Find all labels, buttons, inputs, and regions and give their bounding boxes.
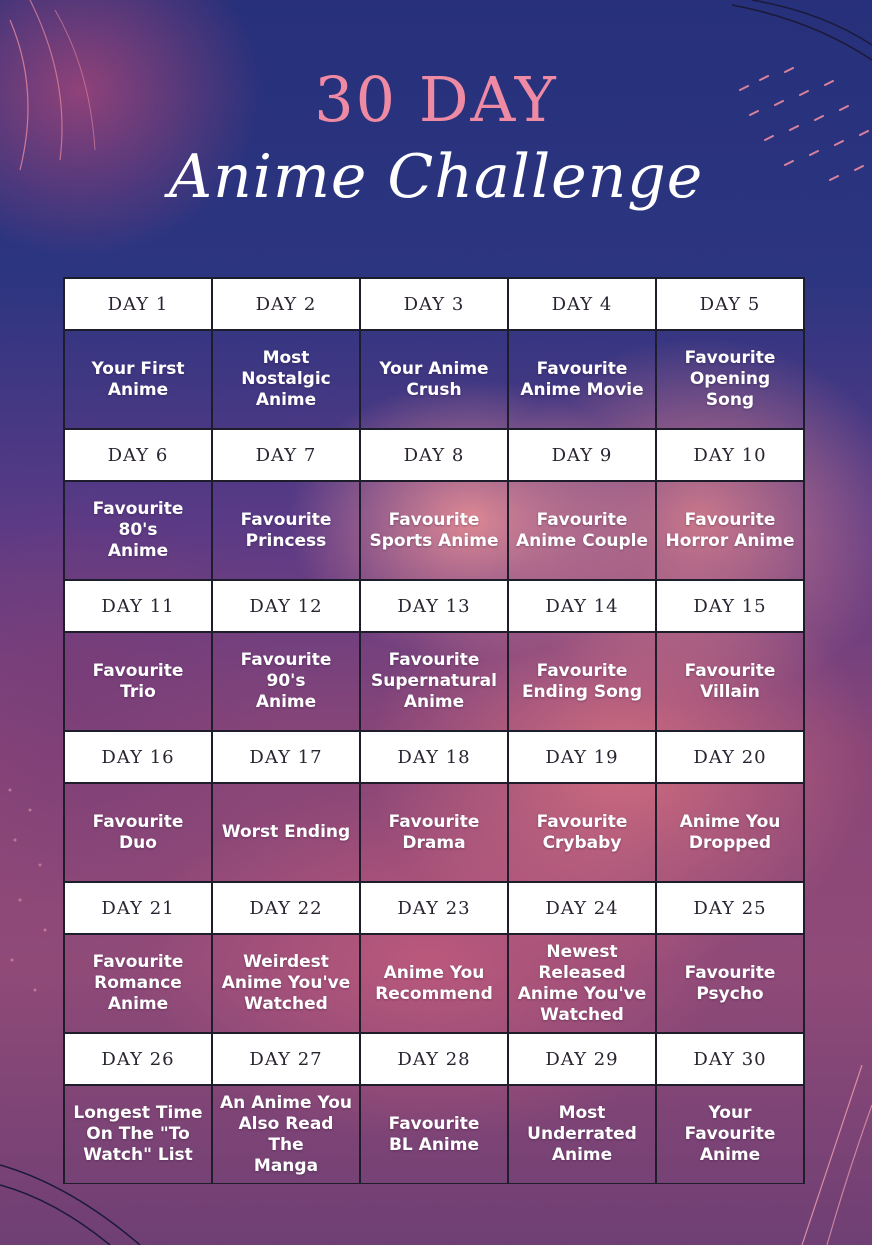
- day-label: DAY 10: [656, 429, 804, 481]
- day-task: Favourite Opening Song: [656, 330, 804, 429]
- day-task: Most Nostalgic Anime: [212, 330, 360, 429]
- day-task: Worst Ending: [212, 783, 360, 882]
- challenge-grid: [63, 277, 805, 1184]
- day-label: DAY 19: [508, 731, 656, 783]
- day-label: DAY 17: [212, 731, 360, 783]
- title-30-day: 30 DAY: [314, 63, 558, 136]
- day-task: An Anime You Also Read The Manga: [212, 1085, 360, 1184]
- day-label: DAY 5: [656, 278, 804, 330]
- day-label: DAY 4: [508, 278, 656, 330]
- day-task: Favourite Ending Song: [508, 632, 656, 731]
- day-label: DAY 2: [212, 278, 360, 330]
- day-task: Favourite Duo: [64, 783, 212, 882]
- day-task: Newest Released Anime You've Watched: [508, 934, 656, 1033]
- day-label: DAY 21: [64, 882, 212, 934]
- day-label: DAY 7: [212, 429, 360, 481]
- day-task: Favourite BL Anime: [360, 1085, 508, 1184]
- day-label: DAY 13: [360, 580, 508, 632]
- day-label: DAY 8: [360, 429, 508, 481]
- day-label: DAY 1: [64, 278, 212, 330]
- day-task: Favourite Drama: [360, 783, 508, 882]
- day-label: DAY 14: [508, 580, 656, 632]
- day-task: Favourite Trio: [64, 632, 212, 731]
- day-task: Favourite Anime Movie: [508, 330, 656, 429]
- day-label: DAY 6: [64, 429, 212, 481]
- day-label: DAY 27: [212, 1033, 360, 1085]
- day-label: DAY 20: [656, 731, 804, 783]
- day-task: Your Favourite Anime: [656, 1085, 804, 1184]
- day-task: Favourite Psycho: [656, 934, 804, 1033]
- day-task: Your Anime Crush: [360, 330, 508, 429]
- decorative-dots-left: [0, 770, 60, 1010]
- day-task: Anime You Dropped: [656, 783, 804, 882]
- day-label: DAY 18: [360, 731, 508, 783]
- day-label: DAY 12: [212, 580, 360, 632]
- day-task: Favourite Supernatural Anime: [360, 632, 508, 731]
- day-task: Your First Anime: [64, 330, 212, 429]
- day-task: Weirdest Anime You've Watched: [212, 934, 360, 1033]
- day-task: Favourite 80's Anime: [64, 481, 212, 580]
- day-task: Favourite Sports Anime: [360, 481, 508, 580]
- day-task: Favourite Villain: [656, 632, 804, 731]
- day-label: DAY 26: [64, 1033, 212, 1085]
- day-label: DAY 23: [360, 882, 508, 934]
- day-task: Favourite Romance Anime: [64, 934, 212, 1033]
- day-label: DAY 15: [656, 580, 804, 632]
- day-label: DAY 29: [508, 1033, 656, 1085]
- title-block: [0, 64, 872, 212]
- day-task: Favourite 90's Anime: [212, 632, 360, 731]
- day-task: Longest Time On The "To Watch" List: [64, 1085, 212, 1184]
- day-label: DAY 16: [64, 731, 212, 783]
- day-task: Favourite Anime Couple: [508, 481, 656, 580]
- day-task: Anime You Recommend: [360, 934, 508, 1033]
- day-task: Favourite Princess: [212, 481, 360, 580]
- day-label: DAY 22: [212, 882, 360, 934]
- day-task: Most Underrated Anime: [508, 1085, 656, 1184]
- day-task: Favourite Crybaby: [508, 783, 656, 882]
- day-label: DAY 28: [360, 1033, 508, 1085]
- title-anime-challenge: Anime Challenge: [168, 142, 704, 212]
- day-task: Favourite Horror Anime: [656, 481, 804, 580]
- day-label: DAY 9: [508, 429, 656, 481]
- day-label: DAY 24: [508, 882, 656, 934]
- day-label: DAY 25: [656, 882, 804, 934]
- day-label: DAY 11: [64, 580, 212, 632]
- day-label: DAY 30: [656, 1033, 804, 1085]
- day-label: DAY 3: [360, 278, 508, 330]
